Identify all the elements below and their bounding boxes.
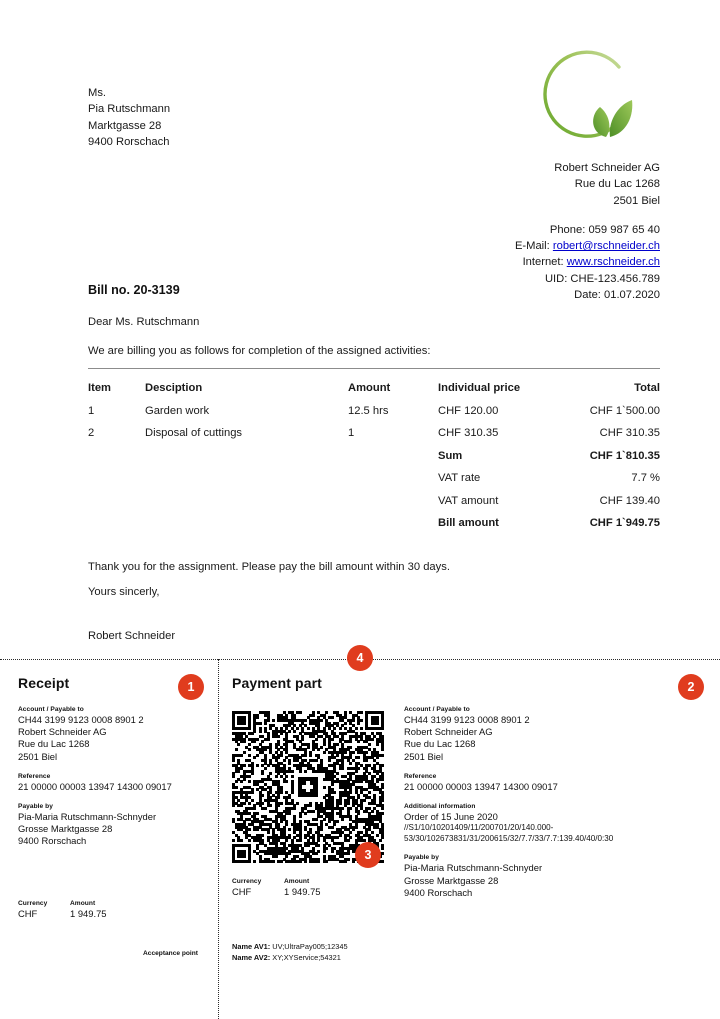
payment-currency-value: CHF xyxy=(232,886,252,897)
signature-name: Robert Schneider xyxy=(88,630,176,642)
spacer xyxy=(348,467,438,490)
payment-account-city: 2501 Biel xyxy=(404,750,444,762)
payment-currency-label: Currency xyxy=(232,878,262,885)
closing-regards: Yours sincerly, xyxy=(88,586,160,598)
payment-payable-city: 9400 Rorschach xyxy=(404,886,473,898)
sender-email-row xyxy=(515,238,660,254)
receipt-payable-by-field xyxy=(18,802,198,848)
invoice-table xyxy=(88,368,660,535)
av1-value: UV;UltraPay005;12345 xyxy=(272,942,348,952)
receipt-payable-name: Pia-Maria Rutschmann-Schnyder xyxy=(18,811,157,823)
spacer xyxy=(348,490,438,513)
table-top-rule xyxy=(88,368,660,369)
payment-account-street: Rue du Lac 1268 xyxy=(404,738,476,750)
closing-text: Thank you for the assignment. Please pay the bill amount within 30 days. xyxy=(88,561,450,573)
cell-amount: 1 xyxy=(348,427,355,439)
payment-amount-row xyxy=(232,877,404,898)
receipt-payable-by-label: Payable by xyxy=(18,803,53,811)
column-header-description: Desciption xyxy=(145,382,203,394)
sender-uid: UID: CHE-123.456.789 xyxy=(544,272,660,285)
annotation-badge-3: 3 xyxy=(355,842,381,868)
spacer xyxy=(515,209,660,222)
receipt-amount-row xyxy=(18,899,198,920)
totals-value-sum: CHF 1`810.35 xyxy=(589,449,660,462)
spacer xyxy=(88,490,145,513)
receipt-account-field xyxy=(18,705,198,763)
receipt-account-name: Robert Schneider AG xyxy=(18,726,107,738)
payment-account-iban: CH44 3199 9123 0008 8901 2 xyxy=(404,714,530,725)
spacer xyxy=(145,490,348,513)
recipient-city: 9400 Rorschach xyxy=(88,135,170,148)
phone-value: 059 987 65 40 xyxy=(588,223,660,236)
spacer xyxy=(145,467,348,490)
receipt-account-city: 2501 Biel xyxy=(18,750,58,762)
spacer xyxy=(88,467,145,490)
av2-row xyxy=(232,953,404,963)
payment-payable-name: Pia-Maria Rutschmann-Schnyder xyxy=(404,862,543,874)
receipt-reference-value: 21 00000 00003 13947 14300 09017 xyxy=(18,780,172,792)
cell-description: Disposal of cuttings xyxy=(145,427,243,439)
cell-total: CHF 1`500.00 xyxy=(589,404,660,417)
receipt-amount-value: 1 949.75 xyxy=(70,907,107,919)
qr-bill-section xyxy=(0,659,720,1019)
receipt-payable-street: Grosse Marktgasse 28 xyxy=(18,823,113,835)
payment-additional-line3: 53/30/102673831/31/200615/32/7.7/33/7.7:139.40/40/0:30 xyxy=(404,833,614,843)
cell-description: Garden work xyxy=(145,404,210,417)
totals-label-vat-amount: VAT amount xyxy=(438,494,499,507)
spacer xyxy=(348,445,438,468)
receipt-account-street: Rue du Lac 1268 xyxy=(18,738,90,750)
receipt-reference-field xyxy=(18,772,198,793)
spacer xyxy=(145,445,348,468)
cell-total: CHF 310.35 xyxy=(599,427,660,439)
recipient-street: Marktgasse 28 xyxy=(88,119,162,132)
annotation-badge-1: 1 xyxy=(178,674,204,700)
annotation-badge-2: 2 xyxy=(678,674,704,700)
cell-item: 2 xyxy=(88,427,95,439)
recipient-salutation: Ms. xyxy=(88,87,107,99)
totals-value-vat-amount: CHF 139.40 xyxy=(599,494,660,507)
sender-details xyxy=(515,160,660,303)
payment-reference-label: Reference xyxy=(404,772,437,780)
spacer xyxy=(88,445,145,468)
sender-internet-row xyxy=(515,254,660,270)
receipt-account-label: Account / Payable to xyxy=(18,706,84,713)
payment-additional-label: Additional information xyxy=(404,803,476,811)
payment-left-column xyxy=(232,705,404,963)
cell-price: CHF 310.35 xyxy=(438,427,499,439)
totals-label-vat-rate: VAT rate xyxy=(438,472,481,484)
payment-currency-field xyxy=(232,877,284,898)
alternative-procedures xyxy=(232,942,404,963)
payment-account-label: Account / Payable to xyxy=(404,706,470,713)
totals-row-sum xyxy=(88,445,660,468)
bill-number: Bill no. 20-3139 xyxy=(88,283,180,297)
invoice-salutation: Dear Ms. Rutschmann xyxy=(88,316,200,328)
recipient-name: Pia Rutschmann xyxy=(88,103,171,116)
column-header-individual-price: Individual price xyxy=(438,382,521,394)
payment-amount-label: Amount xyxy=(284,878,310,885)
spacer xyxy=(145,512,348,535)
receipt-amount-field xyxy=(70,899,198,920)
acceptance-point-label: Acceptance point xyxy=(143,949,198,957)
payment-account-name: Robert Schneider AG xyxy=(404,726,493,738)
payment-additional-line2: //S1/10/10201409/11/200701/20/140.000- xyxy=(404,823,554,833)
receipt-amount-label: Amount xyxy=(70,899,96,907)
recipient-address xyxy=(88,85,170,150)
sender-city: 2501 Biel xyxy=(613,194,660,207)
table-row xyxy=(88,422,660,445)
phone-label: Phone: xyxy=(549,223,586,236)
payment-reference-value: 21 00000 00003 13947 14300 09017 xyxy=(404,780,558,792)
cell-price: CHF 120.00 xyxy=(438,404,499,417)
table-header-row xyxy=(88,377,660,400)
table-row xyxy=(88,400,660,423)
payment-amount-value: 1 949.75 xyxy=(284,886,321,897)
receipt-payable-city: 9400 Rorschach xyxy=(18,835,87,847)
internet-label: Internet: xyxy=(522,256,564,269)
av1-row xyxy=(232,942,404,952)
receipt-reference-label: Reference xyxy=(18,772,51,780)
receipt-title: Receipt xyxy=(18,675,70,691)
av1-label: Name AV1: xyxy=(232,942,271,952)
sender-name: Robert Schneider AG xyxy=(554,162,660,174)
sender-phone-row xyxy=(515,222,660,238)
website-link[interactable]: www.rschneider.ch xyxy=(566,256,660,269)
email-link[interactable]: robert@rschneider.ch xyxy=(552,240,660,253)
sender-street: Rue du Lac 1268 xyxy=(574,178,660,191)
av2-label: Name AV2: xyxy=(232,952,271,962)
leaf-circle-logo xyxy=(520,45,650,155)
totals-value-bill-amount: CHF 1`949.75 xyxy=(589,517,660,529)
payment-additional-line1: Order of 15 June 2020 xyxy=(404,811,498,823)
payment-amount-field xyxy=(284,877,404,898)
column-header-item: Item xyxy=(88,382,112,394)
payment-part-title: Payment part xyxy=(232,675,322,691)
payment-payable-by-field xyxy=(404,853,684,899)
payment-additional-info-field xyxy=(404,802,684,844)
receipt-currency-value: CHF xyxy=(18,907,38,919)
totals-row-bill-amount xyxy=(88,512,660,535)
annotation-badge-4: 4 xyxy=(347,645,373,671)
receipt-currency-field xyxy=(18,899,70,920)
column-header-total: Total xyxy=(634,382,660,394)
payment-account-field xyxy=(404,705,684,763)
totals-row-vat-rate xyxy=(88,467,660,490)
cell-item: 1 xyxy=(88,404,95,417)
sender-date: Date: 01.07.2020 xyxy=(574,289,660,302)
totals-label-bill-amount: Bill amount xyxy=(438,517,499,529)
payment-columns xyxy=(232,705,702,963)
spacer xyxy=(348,512,438,535)
payment-reference-field xyxy=(404,772,684,793)
column-header-amount: Amount xyxy=(348,382,391,394)
receipt-currency-label: Currency xyxy=(18,899,48,907)
spacer xyxy=(88,512,145,535)
cell-amount: 12.5 hrs xyxy=(348,404,389,417)
totals-label-sum: Sum xyxy=(438,449,463,462)
swiss-qr-code[interactable] xyxy=(232,711,384,863)
totals-value-vat-rate: 7.7 % xyxy=(631,472,660,484)
invoice-intro: We are billing you as follows for completion of the assigned activities: xyxy=(88,345,431,357)
payment-payable-street: Grosse Marktgasse 28 xyxy=(404,874,499,886)
receipt-section xyxy=(18,675,198,957)
payment-part-section xyxy=(232,675,702,963)
totals-row-vat-amount xyxy=(88,490,660,513)
payment-payable-by-label: Payable by xyxy=(404,854,439,862)
swiss-cross-icon xyxy=(296,775,320,799)
payment-right-column xyxy=(404,705,684,963)
receipt-account-iban: CH44 3199 9123 0008 8901 2 xyxy=(18,714,144,725)
av2-value: XY;XYService;54321 xyxy=(272,952,341,962)
email-label: E-Mail: xyxy=(514,240,550,253)
